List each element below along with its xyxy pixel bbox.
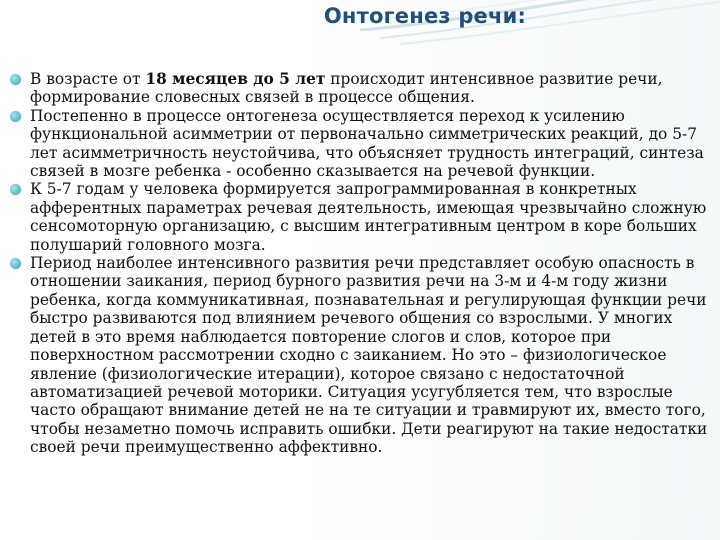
bullet-text: К 5-7 годам у человека формируется запрограммированная в конкретных афферентных параметрах речевая деятельность, имеющая чрезвычайно сложную сенсомоторную организацию, с высшим интегративным центром в коре больших полушарий головного мозга. bbox=[30, 180, 707, 254]
bullet-item bbox=[10, 254, 710, 456]
bullet-list bbox=[10, 70, 710, 457]
bullet-text: Постепенно в процессе онтогенеза осуществляется переход к усилению функциональной асимметрии от первоначально симметрических реакций, до 5-7 лет асимметричность неустойчива, что объясняет трудность интеграций, синтеза связей в мозге ребенка - особенно сказывается на речевой функции. bbox=[30, 106, 704, 181]
bullet-text-prefix: В возрасте от bbox=[30, 70, 146, 88]
bullet-dot-icon bbox=[10, 184, 21, 195]
bullet-text: Период наиболее интенсивного развития речи представляет особую опасность в отношении заикания, период бурного развития речи на 3-м и 4-м году жизни ребенка, когда коммуникативная, познавательная и регулирующая функции речи быстро развиваются под влиянием речевого общения со взрослыми. У многих детей в это время наблюдается повторение слогов и слов, которое при поверхностном рассмотрении сходно с заиканием. Но это – физиологическое явление (физиологические итерации), которое связано с недостаточной автоматизацией речевой моторики. Ситуация усугубляется тем, что взрослые часто обращают внимание детей не на те ситуации и травмируют их, вместо того, чтобы незаметно помочь исправить ошибки. Дети реагируют на такие недостатки своей речи преимущественно аффективно. bbox=[30, 254, 708, 457]
bullet-dot-icon bbox=[10, 111, 21, 122]
bullet-dot-icon bbox=[10, 258, 21, 269]
bullet-text-bold: 18 месяцев до 5 лет bbox=[145, 70, 326, 88]
bullet-item bbox=[10, 107, 710, 181]
slide-title: Онтогенез речи: bbox=[323, 4, 527, 28]
bullet-text-suffix: происходит интенсивное развитие речи, формирование словесных связей в процессе общения. bbox=[30, 70, 663, 107]
bullet-dot-icon bbox=[10, 74, 21, 85]
bullet-item bbox=[10, 70, 710, 107]
slide-content bbox=[10, 70, 710, 540]
bullet-item bbox=[10, 180, 710, 254]
